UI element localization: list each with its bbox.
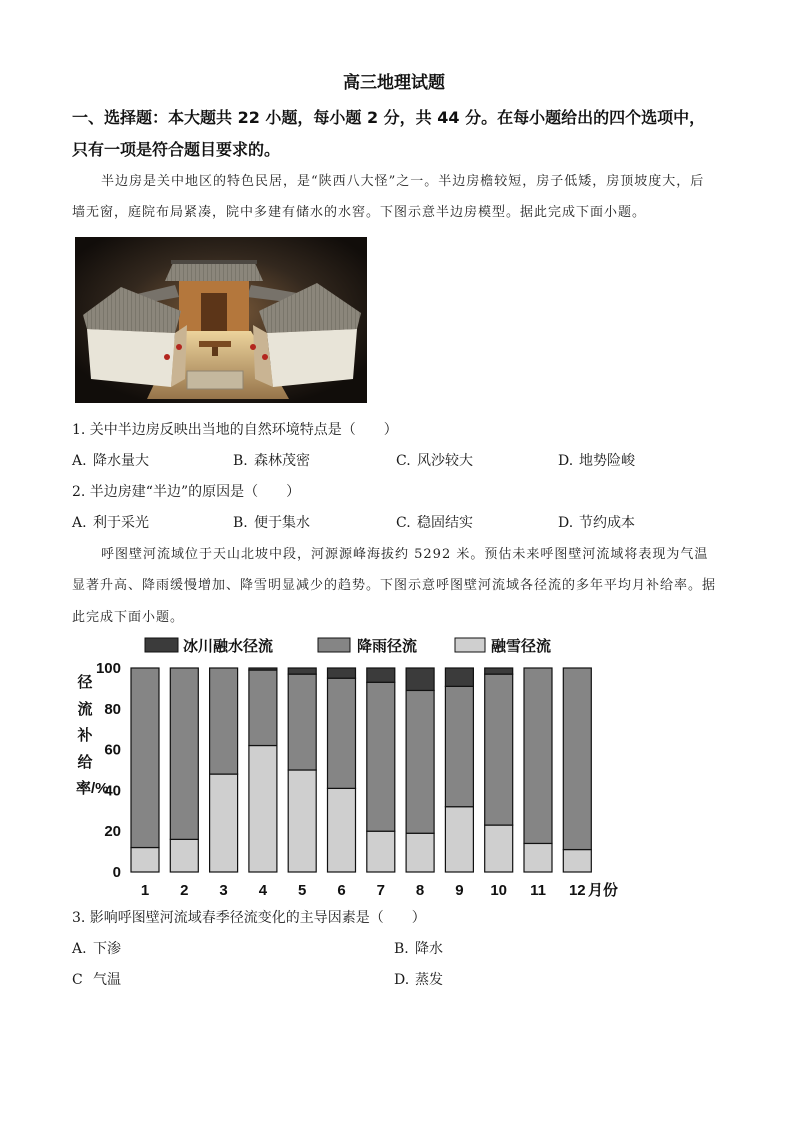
- bar-rain-month-12: [563, 668, 591, 850]
- question-1-option-c[interactable]: [396, 446, 558, 477]
- option-label: B.: [394, 941, 409, 957]
- left-house-wall: [87, 329, 175, 387]
- question-1-option-d[interactable]: [558, 446, 716, 477]
- bars-group: [131, 668, 591, 872]
- y-tick-label: 40: [104, 782, 121, 800]
- option-label: D.: [394, 972, 410, 988]
- x-tick-label: 12: [568, 882, 586, 899]
- lantern-icon: [262, 354, 268, 360]
- question-3-stem: 3. 影响呼图壁河流域春季径流变化的主导因素是（ ）: [72, 910, 426, 926]
- y-tick-label: 60: [104, 741, 121, 759]
- runoff-chart: [60, 633, 640, 903]
- y-tick-label: 80: [104, 700, 121, 718]
- option-text: 森林茂密: [254, 452, 310, 469]
- option-text: 便于集水: [254, 514, 310, 531]
- option-label: C.: [396, 514, 411, 531]
- option-label: B.: [233, 514, 248, 531]
- y-ticks: [96, 660, 121, 881]
- x-tick-label: 5: [298, 882, 307, 899]
- option-label: B.: [233, 452, 248, 469]
- y-tick-label: 0: [112, 864, 121, 881]
- bar-snow-month-4: [249, 746, 277, 872]
- bar-glacier-month-7: [367, 668, 395, 682]
- option-text: 降水: [415, 941, 443, 957]
- bar-rain-month-10: [485, 674, 513, 825]
- question-3-option-a[interactable]: [72, 934, 394, 965]
- bar-glacier-month-8: [406, 668, 434, 690]
- x-tick-label: 7: [376, 882, 385, 899]
- bar-snow-month-9: [445, 807, 473, 872]
- option-label: A.: [72, 514, 87, 531]
- question-1-stem: 1. 关中半边房反映出当地的自然环境特点是（ ）: [72, 421, 398, 438]
- question-1-options: [72, 446, 716, 477]
- question-3-options-row-1: [72, 934, 716, 965]
- bar-snow-month-12: [563, 850, 591, 872]
- bar-rain-month-7: [367, 682, 395, 831]
- question-3-option-b[interactable]: [394, 934, 716, 965]
- chart-legend: [145, 637, 551, 655]
- display-plaque: [187, 371, 243, 389]
- option-text: 降水量大: [93, 452, 149, 469]
- legend-swatch-rain: [318, 638, 350, 652]
- question-1-option-a[interactable]: [72, 446, 233, 477]
- bar-snow-month-8: [406, 833, 434, 872]
- passage-2: 呼图壁河流域位于天山北坡中段，河源源峰海拔约 5292 米。预估未来呼图壁河流域将表现为气温显著升高、降雨缓慢增加、降雪明显减少的趋势。下图示意呼图壁河流域各径流的多年平均月补给率。据此完成下面小题。: [72, 546, 716, 625]
- x-tick-label: 8: [415, 882, 425, 899]
- bar-glacier-month-4: [249, 668, 277, 670]
- legend-swatch-snow: [455, 638, 485, 652]
- lantern-icon: [164, 354, 170, 360]
- question-3-options-row-2: [72, 965, 716, 996]
- question-2-option-d[interactable]: [558, 508, 716, 539]
- right-house-wall: [267, 329, 357, 387]
- y-tick-label: 100: [95, 660, 121, 677]
- x-tick-label: 1: [140, 882, 150, 899]
- bar-rain-month-5: [288, 674, 316, 770]
- x-tick-label: 2: [180, 882, 189, 899]
- bar-snow-month-10: [485, 825, 513, 872]
- bar-rain-month-11: [524, 668, 552, 843]
- question-3-option-d[interactable]: [394, 965, 716, 996]
- passage-1: 半边房是关中地区的特色民居，是“陕西八大怪”之一。半边房檐较短，房子低矮，房顶坡度大，后墙无窗，庭院布局紧凑，院中多建有储水的水窖。下图示意半边房模型。据此完成下面小题。: [72, 174, 705, 220]
- x-ticks: [141, 882, 586, 899]
- question-2-stem: 2. 半边房建“半边”的原因是（ ）: [72, 483, 301, 500]
- x-tick-label: 11: [530, 882, 546, 899]
- option-text: 蒸发: [415, 972, 443, 988]
- y-tick-label: 20: [104, 823, 121, 841]
- courtyard-table-leg: [212, 347, 218, 356]
- bar-rain-month-1: [131, 668, 159, 848]
- section-heading: 一、选择题：本大题共 22 小题，每小题 2 分，共 44 分。在每小题给出的四个选项中，只有一项是符合题目要求的。: [72, 108, 706, 159]
- question-2-options: [72, 508, 716, 539]
- question-1-option-b[interactable]: [233, 446, 396, 477]
- legend-swatch-glacier: [145, 638, 178, 652]
- bar-snow-month-7: [367, 831, 395, 872]
- house-model-photo: [75, 237, 367, 403]
- option-text: 节约成本: [579, 514, 635, 531]
- option-label: C.: [396, 452, 411, 469]
- x-tick-label: 6: [337, 882, 346, 899]
- option-text: 风沙较大: [417, 452, 473, 469]
- bar-glacier-month-6: [328, 668, 356, 678]
- question-2-option-a[interactable]: [72, 508, 233, 539]
- option-label: C: [72, 972, 83, 988]
- bar-glacier-month-10: [485, 668, 513, 674]
- exam-content: [72, 71, 716, 996]
- x-axis-label: 月份: [588, 882, 619, 899]
- question-3-option-c[interactable]: [72, 965, 394, 996]
- bar-rain-month-9: [445, 686, 473, 806]
- bar-rain-month-6: [328, 678, 356, 788]
- bar-glacier-month-5: [288, 668, 316, 674]
- lantern-icon: [176, 344, 182, 350]
- bar-snow-month-5: [288, 770, 316, 872]
- bar-glacier-month-9: [445, 668, 473, 686]
- option-label: D.: [558, 452, 574, 469]
- option-label: A.: [72, 452, 87, 469]
- page-title: 高三地理试题: [343, 73, 445, 93]
- option-label: A.: [72, 941, 87, 957]
- question-2-option-c[interactable]: [396, 508, 558, 539]
- x-tick-label: 4: [258, 882, 268, 899]
- bar-snow-month-3: [210, 774, 238, 872]
- x-tick-label: 9: [455, 882, 464, 899]
- legend-label-snow: 融雪径流: [491, 638, 552, 655]
- y-axis-label: 径流补给率/%: [76, 674, 109, 798]
- option-text: 地势险峻: [579, 452, 635, 469]
- bar-rain-month-2: [170, 668, 198, 839]
- main-hall-door: [201, 293, 227, 331]
- bar-rain-month-4: [249, 670, 277, 745]
- x-tick-label: 10: [490, 882, 508, 899]
- lantern-icon: [250, 344, 256, 350]
- option-text: 气温: [93, 972, 121, 988]
- runoff-chart-svg: [60, 633, 640, 903]
- legend-label-glacier: 冰川融水径流: [183, 638, 274, 655]
- question-2-option-b[interactable]: [233, 508, 396, 539]
- bar-snow-month-11: [524, 843, 552, 872]
- bar-snow-month-1: [131, 848, 159, 872]
- legend-label-rain: 降雨径流: [357, 638, 418, 655]
- option-label: D.: [558, 514, 574, 531]
- courtyard-table: [199, 341, 231, 347]
- bar-rain-month-8: [406, 690, 434, 833]
- main-hall-ridge: [171, 260, 257, 264]
- option-text: 稳固结实: [417, 514, 473, 531]
- option-text: 利于采光: [93, 514, 149, 531]
- bar-snow-month-6: [328, 788, 356, 872]
- bar-rain-month-3: [210, 668, 238, 774]
- x-tick-label: 3: [219, 882, 228, 899]
- option-text: 下渗: [93, 941, 121, 957]
- bar-snow-month-2: [170, 839, 198, 872]
- main-hall-roof: [165, 263, 263, 281]
